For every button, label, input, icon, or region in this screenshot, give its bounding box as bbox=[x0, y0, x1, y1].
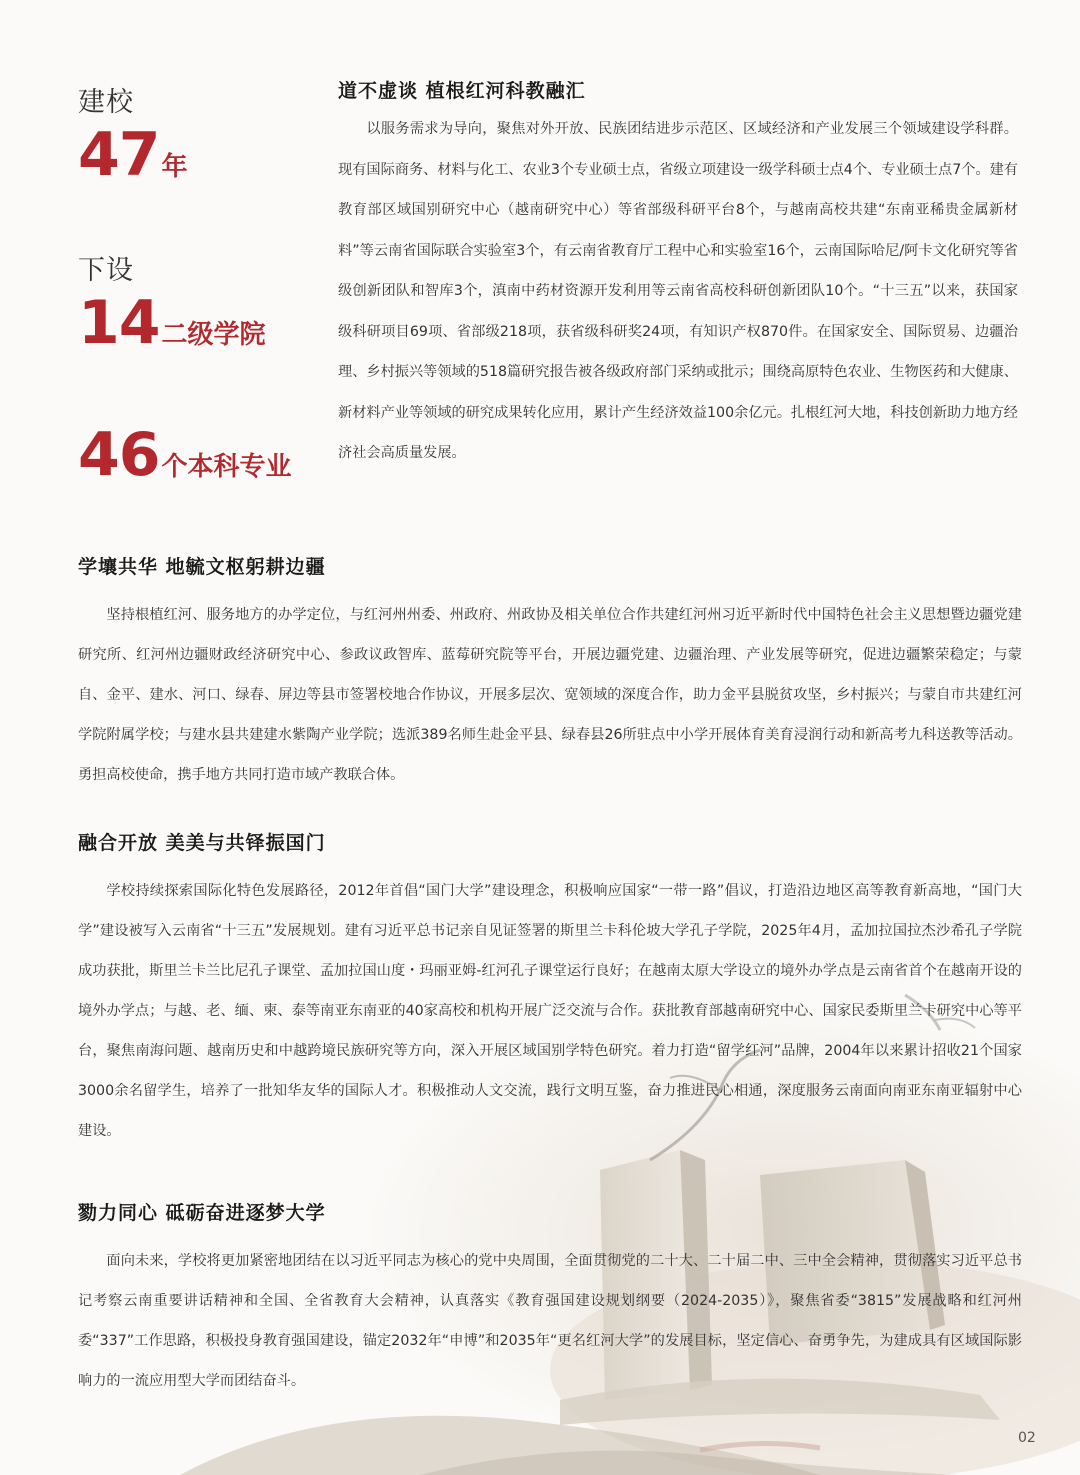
section-research-title: 道不虚谈 植根红河科教融汇 bbox=[338, 80, 586, 102]
stat-years-unit: 年 bbox=[161, 152, 188, 182]
stat-colleges-unit: 二级学院 bbox=[161, 320, 266, 350]
stat-colleges-value: 14 bbox=[78, 288, 160, 358]
stat-majors-unit: 个本科专业 bbox=[161, 452, 292, 482]
section-future-body: 面向未来，学校将更加紧密地团结在以习近平同志为核心的党中央周围，全面贯彻党的二十大、二十届二中、三中全会精神，贯彻落实习近平总书记考察云南重要讲话精神和全国、全省教育大会精神，认真落实《教育强国建设规划纲要（2024-2035）》，聚焦省委“3815”发展战略和红河州委“337”工作思路，积极投身教育强国建设，锚定2032年“申博”和2035年“更名红河大学”的发展目标，坚定信心、奋勇争先，为建成具有区域国际影响力的一流应用型大学而团结奋斗。 bbox=[78, 1253, 1022, 1389]
section-future-title: 勠力同心 砥砺奋进逐梦大学 bbox=[78, 1202, 326, 1224]
section-local-service-body: 坚持根植红河、服务地方的办学定位，与红河州州委、州政府、州政协及相关单位合作共建红河州习近平新时代中国特色社会主义思想暨边疆党建研究所、红河州边疆财政经济研究中心、参政议政智库、蓝莓研究院等平台，开展边疆党建、边疆治理、产业发展等研究，促进边疆繁荣稳定；与蒙自、金平、建水、河口、绿春、屏边等县市签署校地合作协议，开展多层次、宽领域的深度合作，助力金平县脱贫攻坚，乡村振兴；与蒙自市共建红河学院附属学校；与建水县共建建水紫陶产业学院；选派389名师生赴金平县、绿春县26所驻点中小学开展体育美育浸润行动和新高考九科送教等活动。勇担高校使命，携手地方共同打造市域产教联合体。 bbox=[78, 607, 1022, 783]
stat-years bbox=[78, 80, 188, 190]
section-international-title: 融合开放 美美与共铎振国门 bbox=[78, 832, 326, 854]
section-local-service bbox=[78, 552, 1022, 795]
page-number: 02 bbox=[1018, 1430, 1036, 1446]
stat-majors bbox=[78, 420, 292, 490]
stat-majors-value: 46 bbox=[78, 420, 160, 490]
section-future bbox=[78, 1198, 1022, 1401]
stat-colleges bbox=[78, 248, 266, 358]
stat-colleges-label: 下设 bbox=[78, 255, 134, 286]
section-research-body: 以服务需求为导向，聚焦对外开放、民族团结进步示范区、区域经济和产业发展三个领域建设学科群。现有国际商务、材料与化工、农业3个专业硕士点，省级立项建设一级学科硕士点4个、专业硕士点7个。建有教育部区域国别研究中心（越南研究中心）等省部级科研平台8个，与越南高校共建“东南亚稀贵金属新材料”等云南省国际联合实验室3个，有云南省教育厅工程中心和实验室16个，云南国际哈尼/阿卡文化研究等省级创新团队和智库3个，滇南中药材资源开发利用等云南省高校科研创新团队10个。“十三五”以来，获国家级科研项目69项、省部级218项，获省级科研奖24项，有知识产权870件。在国家安全、国际贸易、边疆治理、乡村振兴等领域的518篇研究报告被各级政府部门采纳或批示；围绕高原特色农业、生物医药和大健康、新材料产业等领域的研究成果转化应用，累计产生经济效益100余亿元。扎根红河大地，科技创新助力地方经济社会高质量发展。 bbox=[338, 121, 1018, 461]
section-local-service-title: 学壤共华 地毓文枢躬耕边疆 bbox=[78, 556, 326, 578]
stat-years-value: 47 bbox=[78, 120, 160, 190]
section-international-body: 学校持续探索国际化特色发展路径，2012年首倡“国门大学”建设理念，积极响应国家“一带一路”倡议，打造沿边地区高等教育新高地，“国门大学”建设被写入云南省“十三五”发展规划。建有习近平总书记亲自见证签署的斯里兰卡科伦坡大学孔子学院，2025年4月，孟加拉国拉杰沙希孔子学院成功获批，斯里兰卡兰比尼孔子课堂、孟加拉国山度・玛丽亚姆-红河孔子课堂运行良好；在越南太原大学设立的境外办学点是云南省首个在越南开设的境外办学点；与越、老、缅、柬、泰等南亚东南亚的40家高校和机构开展广泛交流与合作。获批教育部越南研究中心、国家民委斯里兰卡研究中心等平台，聚焦南海问题、越南历史和中越跨境民族研究等方向，深入开展区域国别学特色研究。着力打造“留学红河”品牌，2004年以来累计招收21个国家3000余名留学生，培养了一批知华友华的国际人才。积极推动人文交流，践行文明互鉴，奋力推进民心相通，深度服务云南面向南亚东南亚辐射中心建设。 bbox=[78, 883, 1022, 1139]
stat-years-label: 建校 bbox=[78, 87, 134, 118]
section-research bbox=[338, 76, 1018, 474]
section-international bbox=[78, 828, 1022, 1151]
